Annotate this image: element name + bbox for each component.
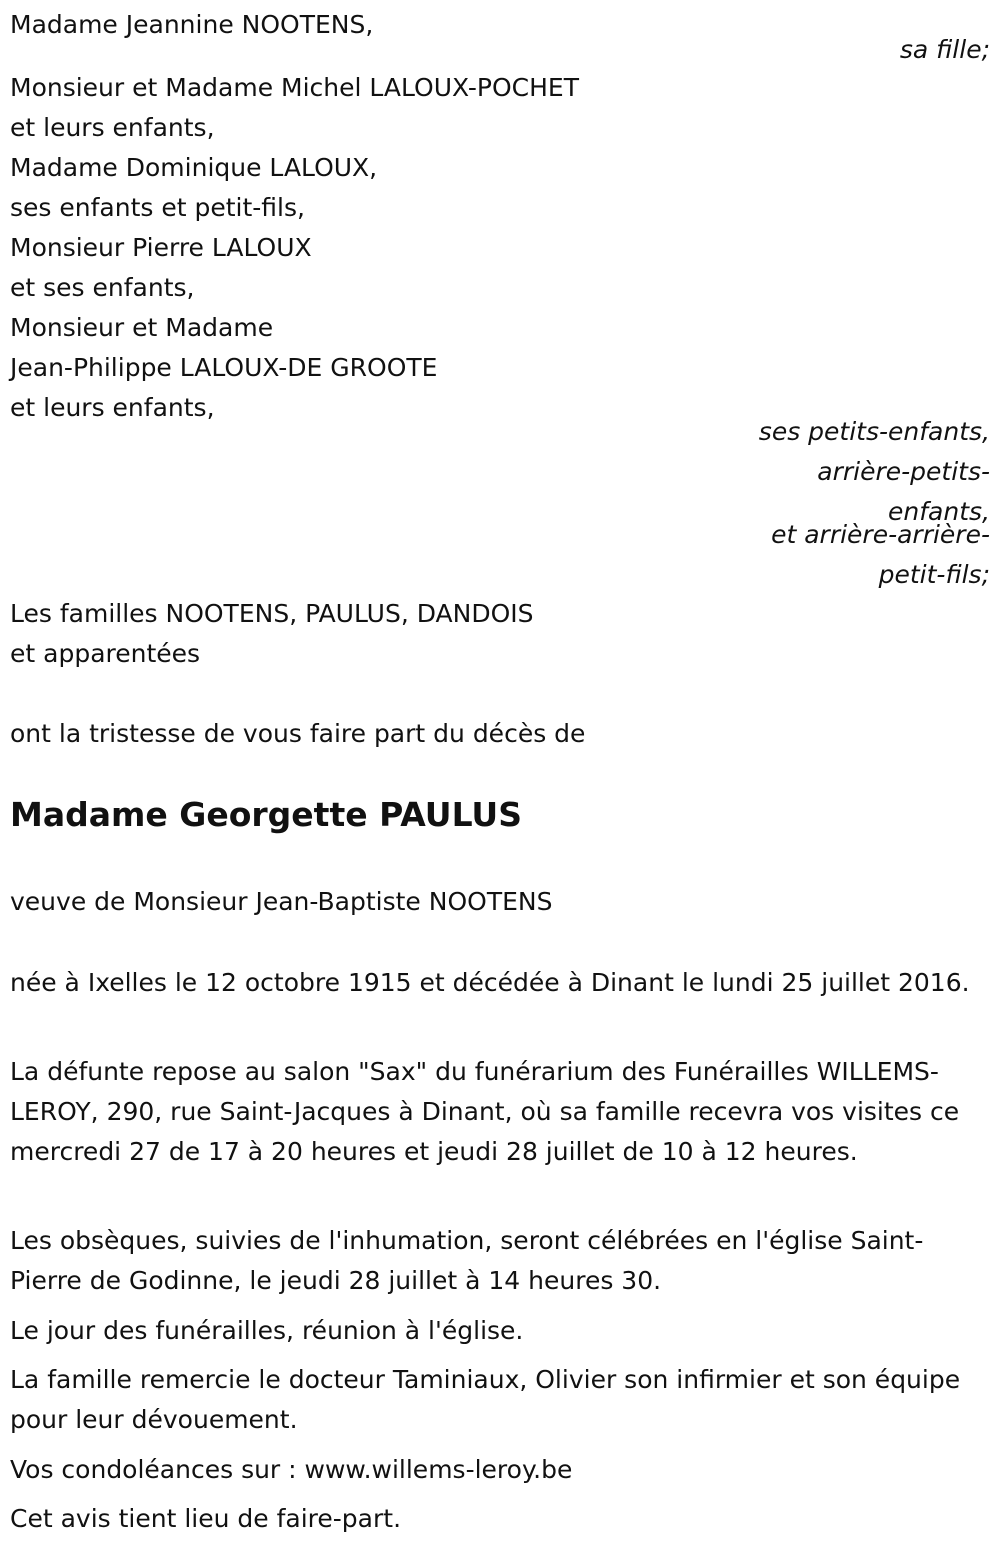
meeting-paragraph: Le jour des funérailles, réunion à l'église. bbox=[10, 1316, 524, 1345]
thanks-paragraph: La famille remercie le docteur Taminiaux, Olivier son infirmier et son équipe pour leur dévouement. bbox=[10, 1365, 961, 1434]
widow-of: veuve de Monsieur Jean-Baptiste NOOTENS bbox=[10, 887, 553, 916]
role-line: et arrière-arrière- bbox=[771, 520, 990, 549]
grandchildren-line: Monsieur Pierre LALOUX bbox=[10, 233, 312, 262]
grandchildren-line: ses enfants et petit-fils, bbox=[10, 193, 305, 222]
grandchildren-line: et leurs enfants, bbox=[10, 113, 215, 142]
funeral-paragraph: Les obsèques, suivies de l'inhumation, seront célébrées en l'église Saint-Pierre de Godinne, le jeudi 28 juillet à 14 heures 30. bbox=[10, 1226, 924, 1295]
birth-death-paragraph: née à Ixelles le 12 octobre 1915 et décédée à Dinant le lundi 25 juillet 2016. bbox=[10, 968, 970, 997]
role-line: ses petits-enfants, bbox=[758, 417, 990, 446]
condolences-line: Vos condoléances sur : www.willems-leroy.be bbox=[10, 1455, 573, 1484]
other-families-line: Les familles NOOTENS, PAULUS, DANDOIS bbox=[10, 599, 534, 628]
role-line: petit-fils; bbox=[878, 560, 990, 589]
role-line: enfants, bbox=[888, 497, 990, 526]
announcement-intro: ont la tristesse de vous faire part du décès de bbox=[10, 719, 586, 748]
grandchildren-line: Monsieur et Madame bbox=[10, 313, 274, 342]
notice-line: Cet avis tient lieu de faire-part. bbox=[10, 1504, 402, 1533]
other-families-line: et apparentées bbox=[10, 639, 201, 668]
visitation-paragraph: La défunte repose au salon "Sax" du funérarium des Funérailles WILLEMS-LEROY, 290, rue Saint-Jacques à Dinant, où sa famille recevra vos visites ce mercredi 27 de 17 à 20 heures et jeudi 28 juillet de 10 à 12 heures. bbox=[10, 1057, 960, 1166]
grandchildren-line: Jean-Philippe LALOUX-DE GROOTE bbox=[10, 353, 438, 382]
daughter-role: sa fille; bbox=[899, 35, 990, 64]
daughter-name: Madame Jeannine NOOTENS, bbox=[10, 10, 374, 39]
deceased-name: Madame Georgette PAULUS bbox=[10, 795, 522, 834]
grandchildren-line: Madame Dominique LALOUX, bbox=[10, 153, 378, 182]
grandchildren-line: Monsieur et Madame Michel LALOUX-POCHET bbox=[10, 73, 579, 102]
grandchildren-line: et ses enfants, bbox=[10, 273, 195, 302]
role-line: arrière-petits- bbox=[817, 457, 990, 486]
grandchildren-line: et leurs enfants, bbox=[10, 393, 215, 422]
